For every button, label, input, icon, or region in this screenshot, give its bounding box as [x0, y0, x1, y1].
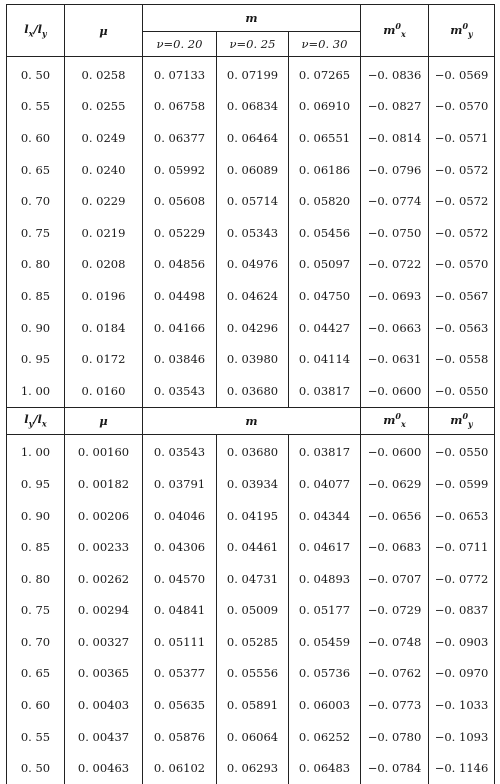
table-cell: −0. 0569	[429, 57, 495, 91]
header2-mu: μ	[65, 407, 143, 434]
table-cell: 0. 90	[7, 500, 65, 532]
table-cell: 0. 06089	[217, 154, 289, 186]
table-cell: −0. 0970	[429, 658, 495, 690]
table-cell: 0. 0208	[65, 249, 143, 281]
table-cell: 0. 00262	[65, 563, 143, 595]
table-cell: 0. 05736	[289, 658, 361, 690]
header2-mx0: $m^0_x$	[361, 407, 429, 434]
table-cell: −0. 0600	[361, 434, 429, 468]
table-cell: 0. 07133	[143, 57, 217, 91]
table-cell: 0. 05177	[289, 595, 361, 627]
table-cell: 0. 05714	[217, 185, 289, 217]
table-row	[7, 500, 495, 532]
table-cell: 0. 0240	[65, 154, 143, 186]
table-row	[7, 689, 495, 721]
table-cell: 0. 0160	[65, 375, 143, 407]
table-cell: 0. 05285	[217, 626, 289, 658]
table-row	[7, 375, 495, 407]
header2-my0: $m^0_y$	[429, 407, 495, 434]
table-row	[7, 721, 495, 753]
table-cell: 0. 00233	[65, 531, 143, 563]
table-cell: −0. 0631	[361, 343, 429, 375]
table-cell: −0. 0571	[429, 122, 495, 154]
table-cell: 0. 04046	[143, 500, 217, 532]
table-cell: 0. 06834	[217, 91, 289, 123]
table-cell: −0. 0750	[361, 217, 429, 249]
table-cell: −0. 0663	[361, 312, 429, 344]
table-cell: 0. 03680	[217, 375, 289, 407]
table-cell: 0. 00327	[65, 626, 143, 658]
table-cell: 0. 60	[7, 122, 65, 154]
table-cell: −0. 0558	[429, 343, 495, 375]
table-row	[7, 249, 495, 281]
header-ratio-ly-lx: $l_y/l_x$	[7, 407, 65, 434]
table-cell: 0. 04750	[289, 280, 361, 312]
table-row	[7, 91, 495, 123]
table-cell: −0. 0814	[361, 122, 429, 154]
table-cell: 0. 0184	[65, 312, 143, 344]
header-mx0: $m^0_x$	[361, 5, 429, 57]
table-cell: 0. 06102	[143, 752, 217, 784]
table-cell: 0. 05111	[143, 626, 217, 658]
table-cell: 0. 0229	[65, 185, 143, 217]
table-cell: 0. 06186	[289, 154, 361, 186]
table-cell: 0. 06377	[143, 122, 217, 154]
table-cell: 0. 00160	[65, 434, 143, 468]
table-cell: −0. 0656	[361, 500, 429, 532]
table-cell: 0. 00182	[65, 468, 143, 500]
table-cell: 0. 00294	[65, 595, 143, 627]
table-cell: −0. 0762	[361, 658, 429, 690]
table-row	[7, 57, 495, 91]
table-cell: 0. 04893	[289, 563, 361, 595]
table2-header	[7, 407, 495, 434]
table-cell: 0. 07265	[289, 57, 361, 91]
table-cell: 0. 05891	[217, 689, 289, 721]
table-cell: 0. 00365	[65, 658, 143, 690]
coefficient-table	[6, 4, 495, 784]
table-row	[7, 185, 495, 217]
table-cell: 0. 0196	[65, 280, 143, 312]
table-cell: 0. 05608	[143, 185, 217, 217]
table-cell: 0. 0172	[65, 343, 143, 375]
table-cell: −0. 0780	[361, 721, 429, 753]
table-cell: −0. 0729	[361, 595, 429, 627]
table-cell: −0. 0563	[429, 312, 495, 344]
table-row	[7, 434, 495, 468]
table-row	[7, 154, 495, 186]
table-cell: 0. 06003	[289, 689, 361, 721]
table-row	[7, 122, 495, 154]
table-cell: 0. 03817	[289, 375, 361, 407]
table-cell: 0. 0258	[65, 57, 143, 91]
table-cell: −0. 0836	[361, 57, 429, 91]
table-cell: 0. 07199	[217, 57, 289, 91]
table-cell: −0. 1093	[429, 721, 495, 753]
table-cell: −0. 0599	[429, 468, 495, 500]
table-row	[7, 752, 495, 784]
table-cell: 0. 65	[7, 154, 65, 186]
table-cell: 0. 0255	[65, 91, 143, 123]
table-cell: 0. 00437	[65, 721, 143, 753]
table-cell: 0. 04617	[289, 531, 361, 563]
header-m: m	[143, 5, 361, 32]
header-my0: $m^0_y$	[429, 5, 495, 57]
table-cell: 0. 75	[7, 595, 65, 627]
table-cell: 0. 03817	[289, 434, 361, 468]
table-cell: 0. 04624	[217, 280, 289, 312]
table-row	[7, 595, 495, 627]
table-cell: −0. 0903	[429, 626, 495, 658]
table-row	[7, 217, 495, 249]
table-cell: 0. 00403	[65, 689, 143, 721]
table-cell: 0. 55	[7, 91, 65, 123]
table-cell: 1. 00	[7, 434, 65, 468]
table-cell: 0. 05456	[289, 217, 361, 249]
table-cell: 1. 00	[7, 375, 65, 407]
table-cell: 0. 05992	[143, 154, 217, 186]
header-ratio-lx-ly: $l_x/l_y$	[7, 5, 65, 57]
table-cell: 0. 03791	[143, 468, 217, 500]
table-row	[7, 531, 495, 563]
table-cell: 0. 04344	[289, 500, 361, 532]
table-cell: 0. 0219	[65, 217, 143, 249]
table-cell: 0. 04976	[217, 249, 289, 281]
table-cell: 0. 05459	[289, 626, 361, 658]
table-cell: −0. 0572	[429, 185, 495, 217]
table-cell: 0. 05229	[143, 217, 217, 249]
header-nu-030: ν=0. 30	[289, 32, 361, 57]
table-cell: 0. 70	[7, 626, 65, 658]
table-cell: −0. 0774	[361, 185, 429, 217]
table-cell: −0. 0837	[429, 595, 495, 627]
table-cell: −0. 0693	[361, 280, 429, 312]
table-cell: −0. 0711	[429, 531, 495, 563]
table-cell: 0. 06252	[289, 721, 361, 753]
table-cell: 0. 70	[7, 185, 65, 217]
table-cell: 0. 04166	[143, 312, 217, 344]
table-cell: 0. 04077	[289, 468, 361, 500]
table1-body	[7, 57, 495, 408]
table-cell: 0. 03980	[217, 343, 289, 375]
table-cell: −0. 0772	[429, 563, 495, 595]
table-cell: 0. 06064	[217, 721, 289, 753]
table-cell: 0. 50	[7, 752, 65, 784]
table-cell: 0. 95	[7, 343, 65, 375]
table-cell: −0. 0773	[361, 689, 429, 721]
table-cell: 0. 06910	[289, 91, 361, 123]
table-cell: 0. 85	[7, 531, 65, 563]
table-cell: 0. 03543	[143, 434, 217, 468]
table-cell: 0. 04427	[289, 312, 361, 344]
table-row	[7, 280, 495, 312]
table-cell: 0. 04461	[217, 531, 289, 563]
table-cell: 0. 06758	[143, 91, 217, 123]
table-cell: 0. 04731	[217, 563, 289, 595]
table-cell: 0. 90	[7, 312, 65, 344]
table-row	[7, 626, 495, 658]
table-cell: 0. 04841	[143, 595, 217, 627]
table-cell: 0. 03846	[143, 343, 217, 375]
table-cell: −0. 0572	[429, 217, 495, 249]
table-row	[7, 658, 495, 690]
table-cell: 0. 04114	[289, 343, 361, 375]
table-cell: −0. 0567	[429, 280, 495, 312]
table-cell: 0. 80	[7, 563, 65, 595]
table-cell: −0. 0570	[429, 249, 495, 281]
table-cell: 0. 05097	[289, 249, 361, 281]
table-cell: 0. 06464	[217, 122, 289, 154]
table-cell: 0. 95	[7, 468, 65, 500]
table-cell: 0. 05820	[289, 185, 361, 217]
table-cell: −0. 0550	[429, 375, 495, 407]
table-cell: 0. 55	[7, 721, 65, 753]
table-cell: 0. 04306	[143, 531, 217, 563]
table-cell: 0. 03934	[217, 468, 289, 500]
table-cell: 0. 04296	[217, 312, 289, 344]
table-cell: −0. 0827	[361, 91, 429, 123]
table-cell: 0. 60	[7, 689, 65, 721]
table-cell: −0. 0784	[361, 752, 429, 784]
table-cell: −0. 0653	[429, 500, 495, 532]
table-cell: 0. 80	[7, 249, 65, 281]
table-cell: 0. 75	[7, 217, 65, 249]
table-cell: −0. 0748	[361, 626, 429, 658]
table-cell: 0. 50	[7, 57, 65, 91]
table-cell: 0. 05635	[143, 689, 217, 721]
table-cell: 0. 06483	[289, 752, 361, 784]
table-cell: 0. 85	[7, 280, 65, 312]
table-cell: 0. 06293	[217, 752, 289, 784]
header-mu: μ	[65, 5, 143, 57]
header-nu-025: ν=0. 25	[217, 32, 289, 57]
table-cell: −0. 0629	[361, 468, 429, 500]
table-cell: 0. 05876	[143, 721, 217, 753]
table-cell: −0. 0722	[361, 249, 429, 281]
table-row	[7, 343, 495, 375]
table2-body	[7, 434, 495, 784]
header-nu-020: ν=0. 20	[143, 32, 217, 57]
table-cell: 0. 00463	[65, 752, 143, 784]
table-cell: 0. 03680	[217, 434, 289, 468]
table-cell: 0. 05377	[143, 658, 217, 690]
table-cell: −0. 1033	[429, 689, 495, 721]
table-cell: −0. 0796	[361, 154, 429, 186]
table-cell: 0. 05343	[217, 217, 289, 249]
table-cell: 0. 00206	[65, 500, 143, 532]
table-cell: −0. 0572	[429, 154, 495, 186]
table-cell: −0. 0600	[361, 375, 429, 407]
table-cell: −0. 0683	[361, 531, 429, 563]
table-cell: 0. 04195	[217, 500, 289, 532]
table-cell: 0. 04570	[143, 563, 217, 595]
header2-m: m	[143, 407, 361, 434]
table-cell: −0. 0570	[429, 91, 495, 123]
table-cell: −0. 0550	[429, 434, 495, 468]
table-cell: 0. 04498	[143, 280, 217, 312]
table-cell: 0. 05009	[217, 595, 289, 627]
table-cell: 0. 04856	[143, 249, 217, 281]
table-cell: 0. 03543	[143, 375, 217, 407]
table-row	[7, 563, 495, 595]
table-cell: 0. 06551	[289, 122, 361, 154]
table-row	[7, 312, 495, 344]
table-cell: −0. 1146	[429, 752, 495, 784]
table-cell: 0. 65	[7, 658, 65, 690]
table-cell: −0. 0707	[361, 563, 429, 595]
table-cell: 0. 0249	[65, 122, 143, 154]
table-cell: 0. 05556	[217, 658, 289, 690]
table-row	[7, 468, 495, 500]
